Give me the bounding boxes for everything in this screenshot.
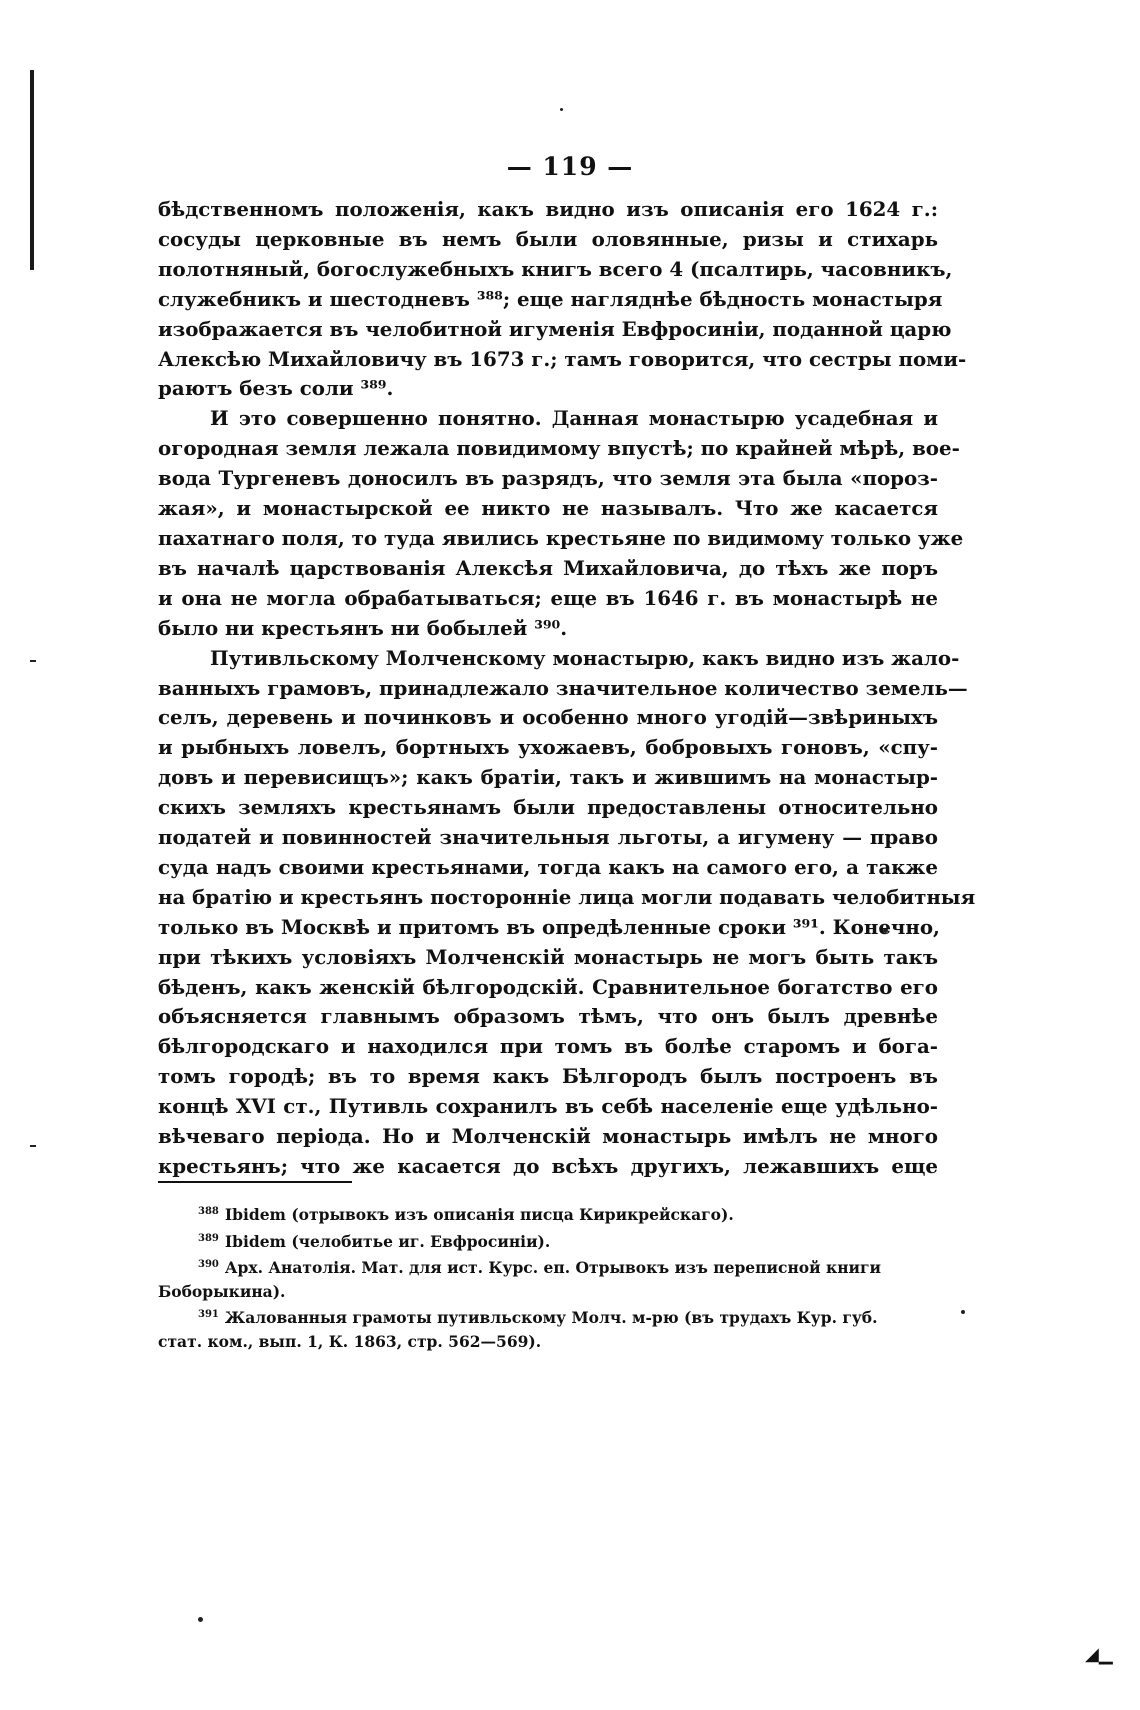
footnote-text: Ibidem (челобитье иг. Евфросиніи). [224, 1231, 551, 1251]
edge-tick [30, 1145, 36, 1147]
text-line: суда надъ своими крестьянами, тогда какъ на самого его, а также [158, 854, 938, 879]
text-line: и она не могла обрабатываться; еще въ 1646 г. въ монастырѣ не [158, 585, 938, 610]
footnote-389 [158, 1227, 938, 1254]
text-line: пахатнаго поля, то туда явились крестьяне по видимому только уже [158, 525, 964, 550]
text-line: въ началѣ царствованія Алексѣя Михайловича, до тѣхъ же поръ [158, 555, 938, 580]
edge-tick [30, 660, 36, 662]
text-line: податей и повинностей значительныя льготы, а игумену — право [158, 825, 938, 850]
footnote-text: Ibidem (отрывокъ изъ описанія писца Кирикрейскаго). [224, 1205, 734, 1225]
speck [961, 1310, 965, 1314]
text-line: вѣчеваго періода. Но и Молченскій монастырь имѣлъ не много [158, 1124, 938, 1149]
footnote-388 [158, 1200, 938, 1227]
text-line: и рыбныхъ ловелъ, бортныхъ ухожаевъ, бобровыхъ гоновъ, «спу- [158, 735, 938, 760]
text-line: изображается въ челобитной игуменія Евфросиніи, поданной царю [158, 316, 952, 341]
footnote-line: Боборыкина). [158, 1281, 286, 1301]
text-line: вода Тургеневъ доносилъ въ разрядъ, что земля эта была «пороз- [158, 466, 938, 491]
paragraph-3 [158, 644, 976, 1182]
text-line: бѣдственномъ положенія, какъ видно изъ описанія его 1624 г.: [158, 197, 938, 221]
text-line: концѣ XVI ст., Путивль сохранилъ въ себѣ населеніе еще удѣльно- [158, 1094, 938, 1119]
text-line: крестьянъ; что же касается до всѣхъ другихъ, лежавшихъ еще [158, 1154, 938, 1178]
footnote-text: Жалованныя грамоты путивльскому Молч. м-рю (въ трудахъ Кур. губ. [224, 1308, 878, 1328]
footnote-number: 390 [198, 1259, 219, 1271]
text-line: бѣденъ, какъ женскій бѣлгородскій. Сравнительное богатство его [158, 974, 938, 999]
footnote-391 [158, 1303, 938, 1353]
text-line: томъ городѣ; въ то время какъ Бѣлгородъ былъ построенъ въ [158, 1064, 938, 1089]
footnote-divider [158, 1181, 352, 1183]
speck [198, 1617, 203, 1622]
paragraph-1 [158, 195, 967, 404]
text-line: объясняется главнымъ образомъ тѣмъ, что онъ былъ древнѣе [158, 1004, 938, 1029]
footnote-390 [158, 1253, 938, 1303]
footnote-number: 391 [198, 1309, 219, 1321]
text-line: И это совершенно понятно. Данная монастырю усадебная и [210, 406, 938, 431]
text-line: на братію и крестьянъ посторонніе лица могли подавать челобитныя [158, 884, 976, 909]
text-line: огородная земля лежала повидимому впустѣ; по крайней мѣрѣ, вое- [158, 436, 960, 461]
footnotes [158, 1200, 938, 1354]
text-line: служебникъ и шестодневъ ³⁸⁸; еще нагляднѣе бѣдность монастыря [158, 286, 943, 311]
footnote-line [158, 1253, 938, 1280]
text-line: при тѣкихъ условіяхъ Молченскій монастырь не могъ быть такъ [158, 944, 938, 969]
text-line: жая», и монастырской ее никто не называлъ. Что же касается [158, 496, 938, 521]
text-line: сосуды церковные въ немъ были оловянные, ризы и стихарь [158, 226, 938, 251]
text-line: раютъ безъ соли ³⁸⁹. [158, 376, 394, 401]
footnote-line: стат. ком., вып. 1, К. 1863, стр. 562—569). [158, 1332, 542, 1352]
text-line: селъ, деревень и починковъ и особенно много угодій—звѣриныхъ [158, 705, 938, 730]
paragraph-2 [158, 404, 964, 643]
text-line: ванныхъ грамовъ, принадлежало значительное количество земель— [158, 675, 968, 700]
text-line: Алексѣю Михайловичу въ 1673 г.; тамъ говорится, что сестры поми- [158, 346, 967, 371]
footnote-number: 388 [198, 1206, 219, 1217]
text-line: полотняный, богослужебныхъ книгъ всего 4 (псалтирь, часовникъ, [158, 256, 953, 281]
speck [560, 108, 563, 111]
text-line: было ни крестьянъ ни бобылей ³⁹⁰. [158, 615, 568, 640]
footnote-text: Арх. Анатолія. Мат. для ист. Курс. еп. Отрывокъ изъ переписной книги [224, 1258, 882, 1278]
text-line: бѣлгородскаго и находился при томъ въ болѣе старомъ и бога- [158, 1034, 938, 1059]
text-line: довъ и перевисищъ»; какъ братіи, такъ и жившимъ на монастыр- [158, 765, 938, 790]
page-number: — 119 — [506, 152, 634, 181]
footnote-number: 389 [198, 1232, 219, 1244]
text-line: только въ Москвѣ и притомъ въ опредѣленные сроки ³⁹¹. Конечно, [158, 914, 940, 939]
main-text [158, 195, 976, 1182]
corner-mark-icon: ◢▁ [1085, 1644, 1113, 1665]
footnote-line [158, 1303, 938, 1330]
text-line: скихъ земляхъ крестьянамъ были предоставлены относительно [158, 795, 938, 820]
text-line: Путивльскому Молченскому монастырю, какъ видно изъ жало- [210, 645, 960, 670]
